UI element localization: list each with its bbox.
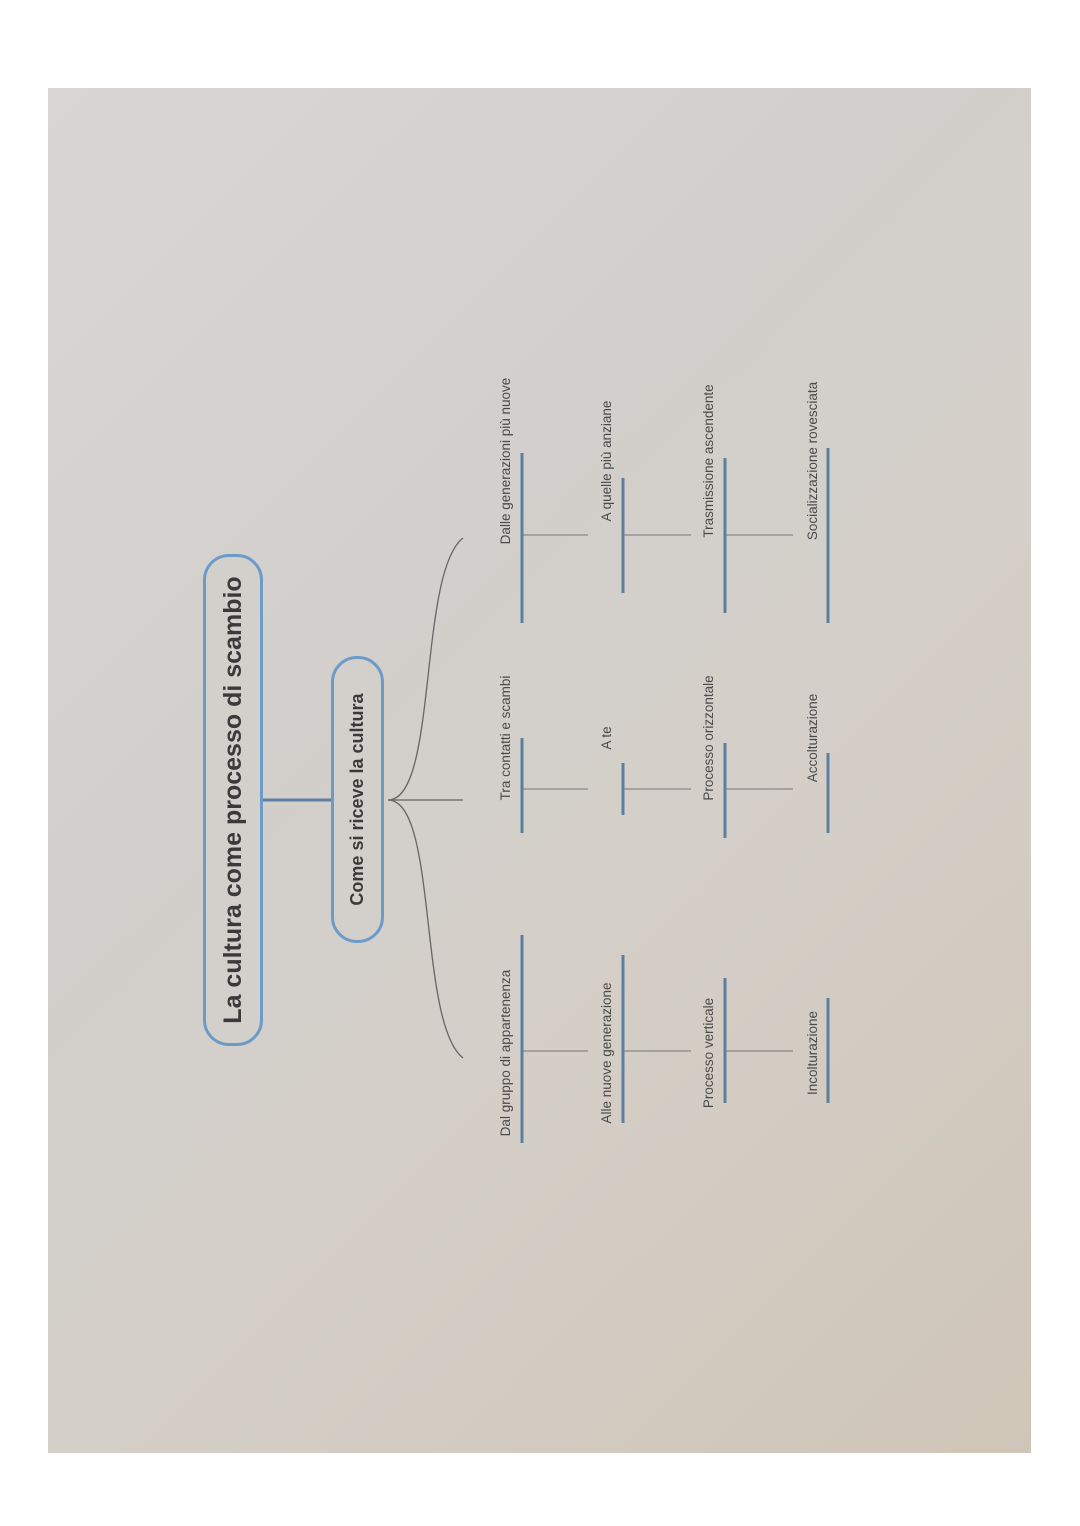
subtitle-box: Come si riceve la cultura bbox=[331, 656, 384, 943]
leaf-col2-row1: Tra contatti e scambi bbox=[498, 675, 513, 801]
mind-map bbox=[48, 88, 1031, 1453]
leaf-col3-row1: Dalle generazioni più nuove bbox=[498, 377, 513, 545]
paper-sheet bbox=[48, 88, 1031, 1453]
leaf-col3-row4: Socializzazione rovesciata bbox=[805, 381, 820, 541]
main-title: La cultura come processo di scambio bbox=[203, 554, 263, 1046]
leaf-col3-row2: A quelle più anziane bbox=[599, 400, 614, 522]
leaf-col2-row2: A te bbox=[599, 726, 614, 750]
branch-right bbox=[388, 538, 463, 800]
leaf-col1-row3: Processo verticale bbox=[701, 997, 716, 1109]
leaf-col1-row2: Alle nuove generazione bbox=[599, 982, 614, 1124]
leaf-col2-row3: Processo orizzontale bbox=[701, 675, 716, 801]
leaf-col1-row1: Dal gruppo di appartenenza bbox=[498, 969, 513, 1137]
leaf-col3-row3: Trasmissione ascendente bbox=[701, 384, 716, 538]
branch-left bbox=[388, 800, 463, 1058]
leaf-col2-row4: Accolturazione bbox=[805, 693, 820, 783]
connector-lines bbox=[48, 88, 1031, 1453]
leaf-col1-row4: Incolturazione bbox=[805, 1010, 820, 1096]
